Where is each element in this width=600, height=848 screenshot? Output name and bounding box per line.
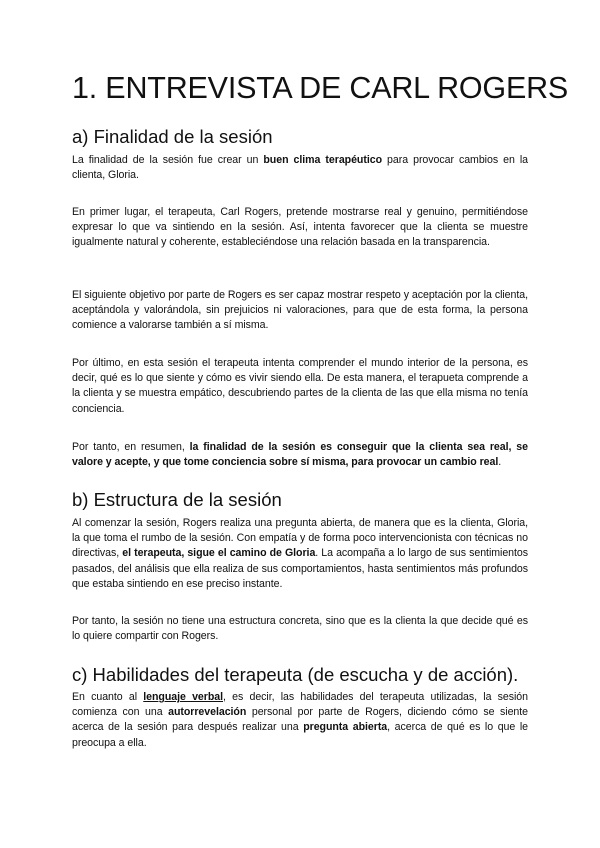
paragraph (72, 288, 528, 334)
text-run: Al comenzar la sesión, Rogers realiza una pregunta abierta, de manera que es la clienta, Gloria, la que toma el rumbo de la sesión. Con empatía y de forma poco intervencionista con técnicas no directivas, (72, 517, 528, 560)
text-run: La finalidad de la sesión fue crear un (72, 154, 264, 166)
text-run: , acerca de qué es lo que le preocupa a ella. (72, 721, 528, 749)
bold-text: autorrevelación (168, 706, 247, 719)
paragraph (72, 516, 528, 592)
section-heading-habilidades: c) Habilidades del terapeuta (de escucha y de acción). (72, 664, 519, 685)
text-run: Por tanto, en resumen, (72, 441, 190, 453)
text-run: En cuanto al (72, 691, 144, 703)
text-run: para provocar cambios en la clienta, Gloria. (72, 154, 528, 182)
text-run: . (498, 456, 502, 469)
bold-text: el terapeuta, sigue el camino de Gloria (122, 547, 316, 560)
section-heading-estructura: b) Estructura de la sesión (72, 489, 282, 510)
paragraph (72, 153, 528, 183)
paragraph (72, 690, 528, 751)
underlined-bold-text: lenguaje verbal (143, 691, 223, 703)
text-run: Por tanto, la sesión no tiene una estructura concreta, sino que es la clienta la que decide qué es lo quiere compartir con Rogers. (72, 615, 528, 643)
text-run: Por último, en esta sesión el terapeuta intenta comprender el mundo interior de la persona, es decir, qué es lo que siente y cómo es vivir siendo ella. De esta manera, el terapueta comprende a la clienta y se muestra empático, descubriendo partes de la clienta de las que ella misma no tenía conciencia. (72, 357, 528, 415)
page-title: 1. ENTREVISTA DE CARL ROGERS (72, 71, 569, 105)
paragraph (72, 614, 528, 644)
section-heading-finalidad: a) Finalidad de la sesión (72, 126, 273, 147)
paragraph (72, 205, 528, 251)
bold-text: pregunta abierta (303, 721, 388, 734)
paragraph (72, 440, 528, 470)
paragraph (72, 356, 528, 417)
text-run: El siguiente objetivo por parte de Rogers es ser capaz mostrar respeto y aceptación por la clienta, aceptándola y valorándola, sin prejuicios ni valoraciones, para que de esta forma, la persona comience a valorarse también a sí misma. (72, 289, 528, 332)
bold-text: la finalidad de la sesión es conseguir que la clienta sea real, se valore y acepte, y que tome conciencia sobre sí misma, para provocar un cambio real (72, 441, 528, 469)
text-run: . La acompaña a lo largo de sus sentimientos pasados, del análisis que ella realiza de sus comportamientos, hasta sentimientos más profundos que estaba sintiendo en ese preciso instante. (72, 547, 529, 590)
bold-text: buen clima terapéutico (263, 154, 382, 166)
text-run: En primer lugar, el terapeuta, Carl Rogers, pretende mostrarse real y genuino, permitiéndose expresar lo que va sintiendo en la sesión. Así, intenta favorecer que la clienta se muestre igualmente natural y coherente, estableciéndose una relación basada en la transparencia. (72, 206, 528, 249)
text-run: , es decir, las habilidades del terapeuta utilizadas, la sesión comienza con una (72, 691, 528, 719)
text-run: personal por parte de Rogers, diciendo cómo se siente acerca de la sesión para después realizar una (72, 706, 528, 734)
